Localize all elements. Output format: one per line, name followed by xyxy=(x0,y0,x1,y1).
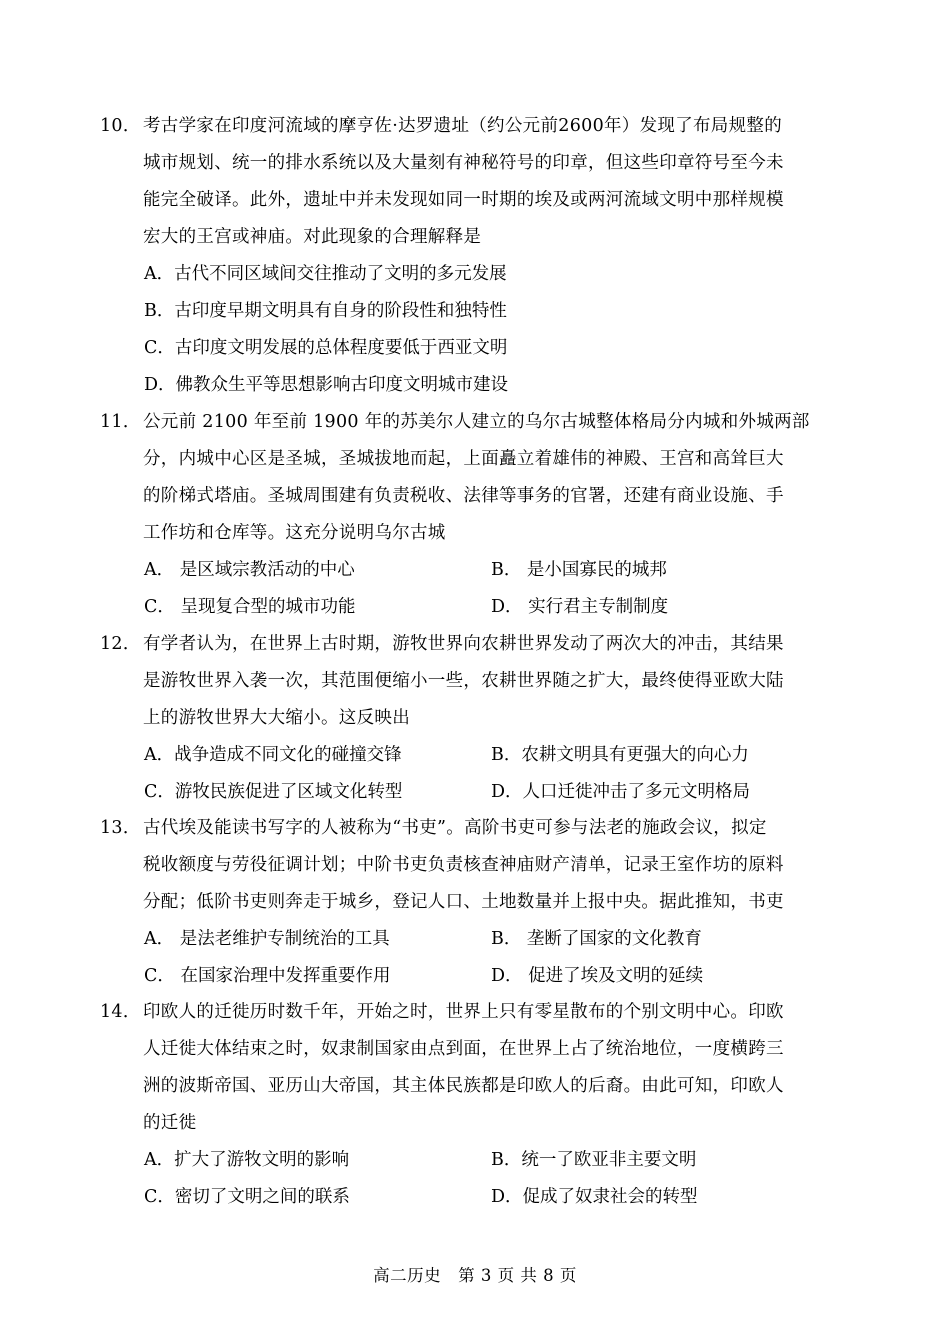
option-b: B．农耕文明具有更强大的向心力 xyxy=(491,745,749,765)
question-stem xyxy=(100,626,850,737)
stem-line: 公元前 2100 年至前 1900 年的苏美尔人建立的乌尔古城整体格局分内城和外城两部 xyxy=(143,412,810,432)
stem-line: 能完全破译。此外，遗址中并未发现如同一时期的埃及或两河流域文明中那样规模 xyxy=(143,190,784,210)
question-number: 11． xyxy=(100,412,141,432)
stem-line: 有学者认为，在世界上古时期，游牧世界向农耕世界发动了两次大的冲击，其结果 xyxy=(143,634,784,654)
option-d: D．人口迁徙冲击了多元文明格局 xyxy=(491,782,751,802)
option-c: C．游牧民族促进了区域文化转型 xyxy=(144,782,403,802)
stem-line: 人迁徙大体结束之时，奴隶制国家由点到面，在世界上占了统治地位，一度横跨三 xyxy=(143,1039,784,1059)
question-number: 12． xyxy=(100,634,141,654)
question-14 xyxy=(100,994,850,1216)
stem-line: 分配；低阶书吏则奔走于城乡，登记人口、土地数量并上报中央。据此推知，书吏 xyxy=(143,892,784,912)
stem-line: 上的游牧世界大大缩小。这反映出 xyxy=(143,708,410,728)
question-number: 14． xyxy=(100,1002,141,1022)
question-stem xyxy=(100,404,850,552)
stem-line: 分，内城中心区是圣城，圣城拔地而起，上面矗立着雄伟的神殿、王宫和高耸巨大 xyxy=(143,449,784,469)
question-stem xyxy=(100,810,850,921)
option-a: A．扩大了游牧文明的影响 xyxy=(144,1150,350,1170)
option-c: C． 呈现复合型的城市功能 xyxy=(144,597,356,617)
option-d: D．佛教众生平等思想影响古印度文明城市建设 xyxy=(144,375,509,395)
option-a: A．古代不同区域间交往推动了文明的多元发展 xyxy=(144,264,507,284)
question-10 xyxy=(100,108,850,404)
question-stem xyxy=(100,108,850,256)
stem-line: 洲的波斯帝国、亚历山大帝国，其主体民族都是印欧人的后裔。由此可知，印欧人 xyxy=(143,1076,784,1096)
stem-line: 印欧人的迁徙历时数千年，开始之时，世界上只有零星散布的个别文明中心。印欧 xyxy=(143,1002,784,1022)
option-a: A．战争造成不同文化的碰撞交锋 xyxy=(144,745,402,765)
option-c: C． 在国家治理中发挥重要作用 xyxy=(144,966,391,986)
stem-line: 的迁徙 xyxy=(143,1113,197,1133)
stem-line: 城市规划、统一的排水系统以及大量刻有神秘符号的印章，但这些印章符号至今未 xyxy=(143,153,784,173)
option-b: B． 垄断了国家的文化教育 xyxy=(491,929,702,949)
stem-line: 是游牧世界入袭一次，其范围便缩小一些，农耕世界随之扩大，最终使得亚欧大陆 xyxy=(143,671,784,691)
stem-line: 工作坊和仓库等。这充分说明乌尔古城 xyxy=(143,523,446,543)
option-a: A． 是法老维护专制统治的工具 xyxy=(144,929,390,949)
option-c: C．密切了文明之间的联系 xyxy=(144,1187,350,1207)
option-c: C．古印度文明发展的总体程度要低于西亚文明 xyxy=(144,338,508,358)
option-d: D．促成了奴隶社会的转型 xyxy=(491,1187,698,1207)
stem-line: 宏大的王宫或神庙。对此现象的合理解释是 xyxy=(143,227,482,247)
option-d: D． 实行君主专制制度 xyxy=(491,597,669,617)
option-b: B．古印度早期文明具有自身的阶段性和独特性 xyxy=(144,301,507,321)
option-a: A． 是区域宗教活动的中心 xyxy=(144,560,355,580)
stem-line: 税收额度与劳役征调计划；中阶书吏负责核查神庙财产清单，记录王室作坊的原料 xyxy=(143,855,784,875)
question-13 xyxy=(100,810,850,995)
option-b: B．统一了欧亚非主要文明 xyxy=(491,1150,697,1170)
stem-line: 的阶梯式塔庙。圣城周围建有负责税收、法律等事务的官署，还建有商业设施、手 xyxy=(143,486,784,506)
option-d: D． 促进了埃及文明的延续 xyxy=(491,966,704,986)
stem-line: 考古学家在印度河流域的摩亨佐·达罗遗址（约公元前2600年）发现了布局规整的 xyxy=(143,116,782,136)
option-b: B． 是小国寡民的城邦 xyxy=(491,560,667,580)
question-number: 13． xyxy=(100,818,141,838)
stem-line: 古代埃及能读书写字的人被称为“书吏”。高阶书吏可参与法老的施政会议，拟定 xyxy=(143,818,767,838)
question-stem xyxy=(100,994,850,1142)
question-number: 10． xyxy=(100,116,141,136)
page-footer: 高二历史 第 3 页 共 8 页 xyxy=(373,1266,577,1285)
question-11 xyxy=(100,404,850,626)
question-12 xyxy=(100,626,850,811)
